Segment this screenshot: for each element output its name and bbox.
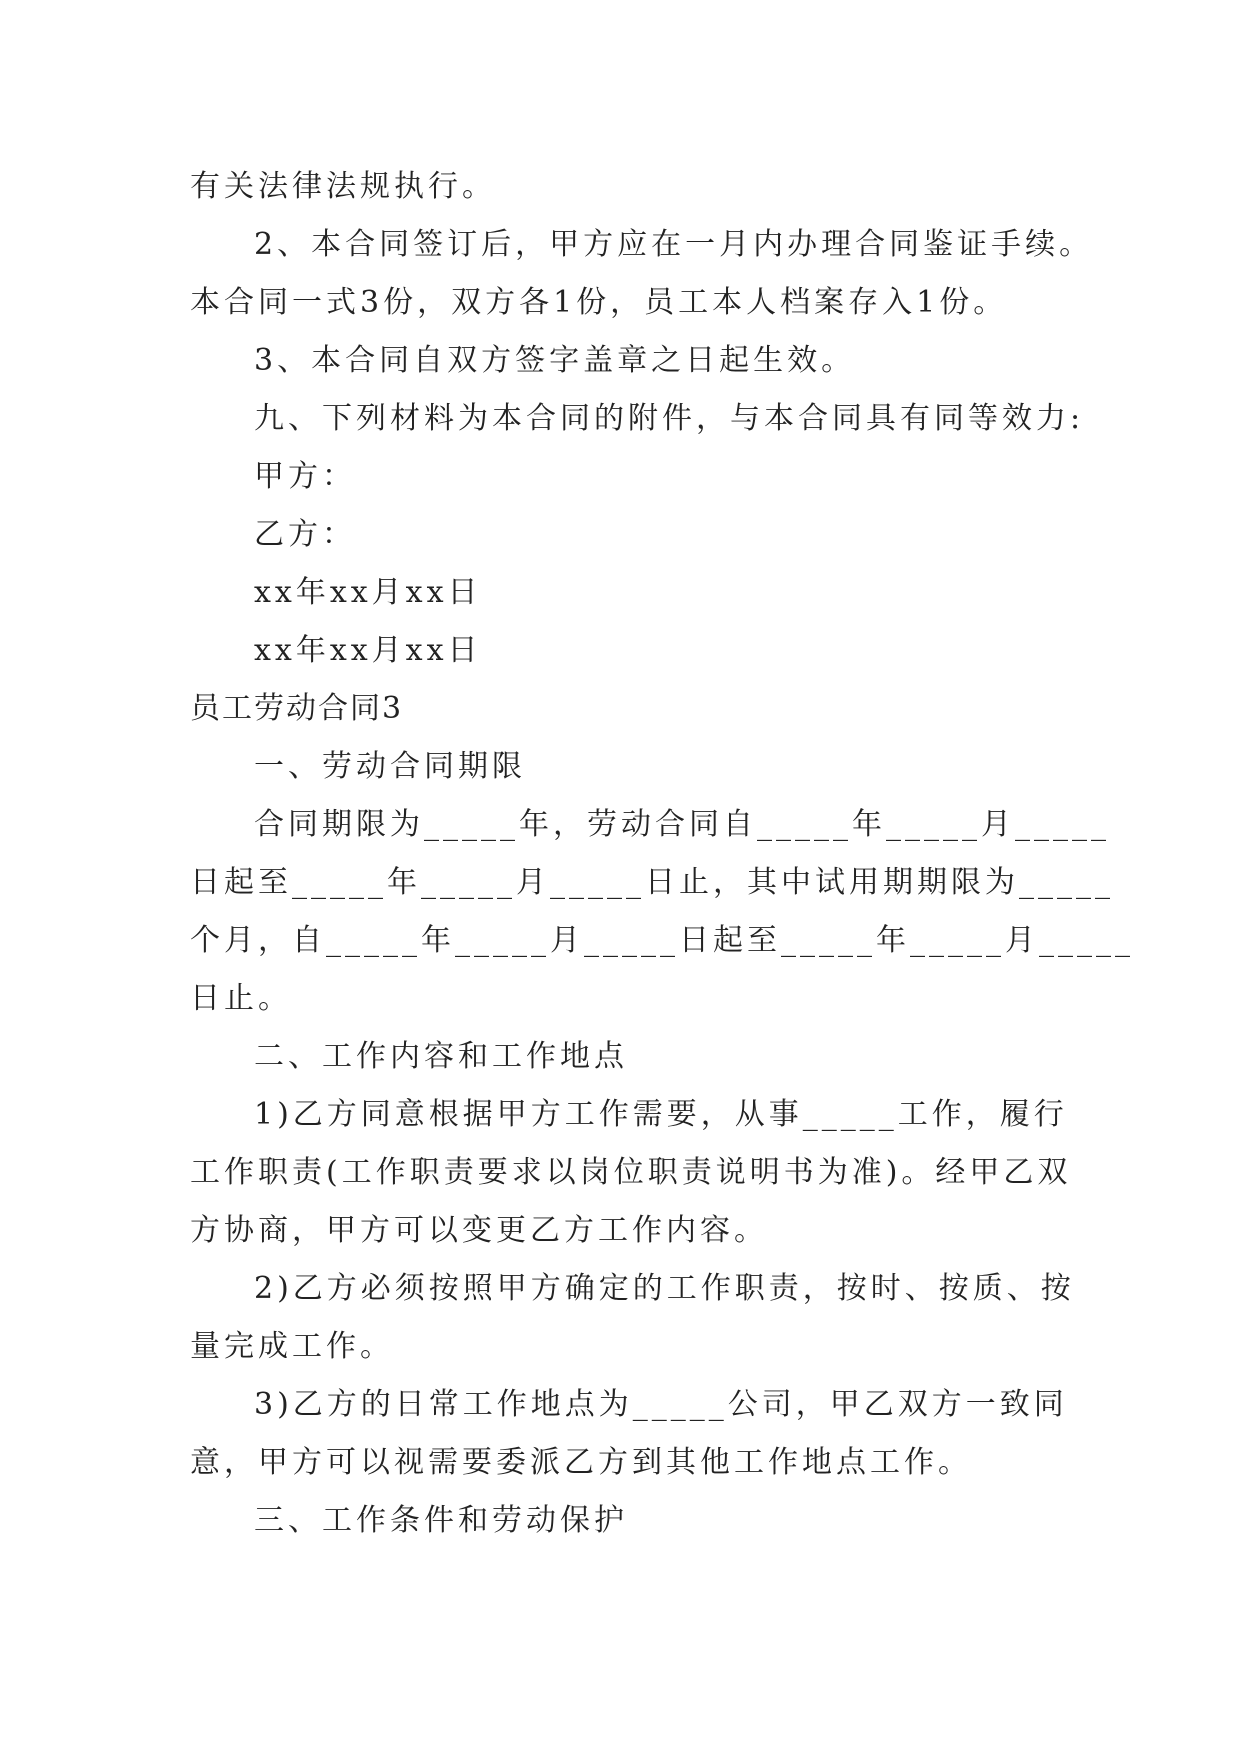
paragraph-line: 日止。 xyxy=(190,981,292,1016)
document-body xyxy=(190,158,1134,1550)
paragraph-line: 2)乙方必须按照甲方确定的工作职责，按时、按质、按 xyxy=(254,1271,1075,1306)
paragraph-line: 方协商，甲方可以变更乙方工作内容。 xyxy=(190,1213,768,1248)
paragraph-line: 3)乙方的日常工作地点为_____公司，甲乙双方一致同 xyxy=(254,1387,1068,1422)
paragraph-line: 1)乙方同意根据甲方工作需要，从事_____工作，履行 xyxy=(254,1097,1068,1132)
paragraph-line: 工作职责(工作职责要求以岗位职责说明书为准)。经甲乙双 xyxy=(190,1155,1072,1190)
paragraph-line: 本合同一式3份，双方各1份，员工本人档案存入1份。 xyxy=(190,285,1008,320)
date-line: xx年xx月xx日 xyxy=(254,575,482,610)
paragraph-line: 个月，自_____年_____月_____日起至_____年_____月_____ xyxy=(190,923,1134,958)
section-title: 员工劳动合同3 xyxy=(190,691,404,726)
paragraph-line: 3、本合同自双方签字盖章之日起生效。 xyxy=(254,343,856,378)
paragraph-line: 2、本合同签订后，甲方应在一月内办理合同鉴证手续。 xyxy=(254,227,1094,262)
paragraph-line: 合同期限为_____年，劳动合同自_____年_____月_____ xyxy=(254,807,1110,842)
paragraph-line: 有关法律法规执行。 xyxy=(190,169,496,204)
date-line: xx年xx月xx日 xyxy=(254,633,482,668)
section-heading: 二、工作内容和工作地点 xyxy=(254,1039,628,1074)
party-b-label: 乙方： xyxy=(254,517,356,552)
paragraph-line: 日起至_____年_____月_____日止，其中试用期期限为_____ xyxy=(190,865,1114,900)
paragraph-line: 九、下列材料为本合同的附件，与本合同具有同等效力: xyxy=(254,401,1085,436)
paragraph-line: 量完成工作。 xyxy=(190,1329,394,1364)
party-a-label: 甲方： xyxy=(254,459,356,494)
section-heading: 一、劳动合同期限 xyxy=(254,749,526,784)
paragraph-line: 意，甲方可以视需要委派乙方到其他工作地点工作。 xyxy=(190,1445,972,1480)
section-heading: 三、工作条件和劳动保护 xyxy=(254,1503,628,1538)
